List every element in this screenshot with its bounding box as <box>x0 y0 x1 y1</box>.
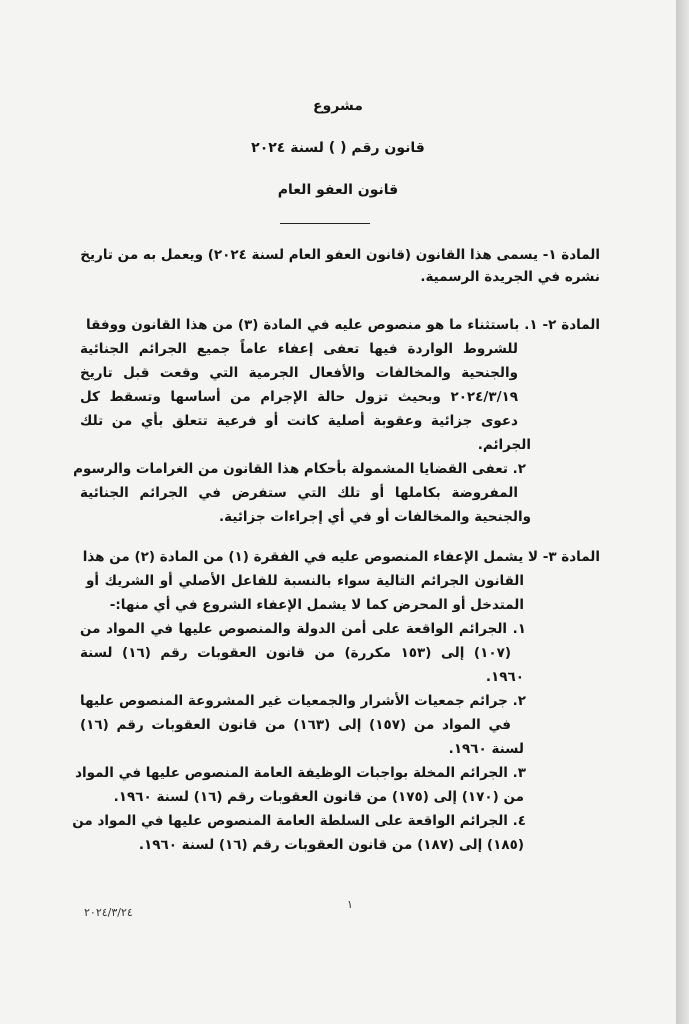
article2-line: للشروط الواردة فيها تعفى إعفاء عاماً جميع الجرائم الجنائية <box>80 341 518 357</box>
article3-line: لسنة ١٩٦٠. <box>448 741 524 757</box>
article2-line: ٢. تعفى القضايا المشمولة بأحكام هذا القانون من الغرامات والرسوم <box>73 461 526 477</box>
article3-line: ١٩٦٠. <box>485 669 524 685</box>
article2-line: دعوى جزائية وعقوبة أصلية كانت أو فرعية تتعلق بأي من تلك <box>80 413 518 429</box>
law-title: قانون العفو العام <box>277 182 399 198</box>
page-number: ١ <box>347 898 353 911</box>
article2-line: المادة ٢- ١. باستثناء ما هو منصوص عليه في المادة (٣) من هذا القانون ووفقا <box>86 317 600 333</box>
article1-line: المادة ١- يسمى هذا القانون (قانون العفو العام لسنة ٢٠٢٤) ويعمل به من تاريخ <box>80 247 600 263</box>
article3-line: المادة ٣- لا يشمل الإعفاء المنصوص عليه في الفقرة (١) من المادة (٢) من هذا <box>82 549 600 565</box>
article2-line: المفروضة بكاملها أو تلك التي ستفرض في الجرائم الجنائية <box>80 485 518 501</box>
article3-line: ٤. الجرائم الواقعة على السلطة العامة المنصوص عليها في المواد من <box>72 813 526 829</box>
article3-line: من (١٧٠) إلى (١٧٥) من قانون العقوبات رقم (١٦) لسنة ١٩٦٠. <box>113 789 524 805</box>
article2-line: والجنحية والمخالفات أو في أي إجراءات جزائية. <box>219 509 531 525</box>
law-number: قانون رقم ( ) لسنة ٢٠٢٤ <box>251 140 425 156</box>
title-divider <box>280 223 370 224</box>
article3-line: المتدخل أو المحرض كما لا يشمل الإعفاء الشروع في أي منها:- <box>109 597 524 613</box>
article2-line: ٢٠٢٤/٣/١٩ وبحيث تزول حالة الإجرام من أساسها وتسقط كل <box>80 389 518 405</box>
article1-line: نشره في الجريدة الرسمية. <box>420 269 600 285</box>
page-edge <box>676 0 689 1024</box>
document-date: ٢٠٢٤/٣/٢٤ <box>84 906 133 919</box>
article2-line: الجرائم. <box>477 437 531 453</box>
article3-line: (١٨٥) إلى (١٨٧) من قانون العقوبات رقم (١٦) لسنة ١٩٦٠. <box>138 837 524 853</box>
article3-line: في المواد من (١٥٧) إلى (١٦٣) من قانون العقوبات رقم (١٦) <box>80 717 511 733</box>
article3-line: ٢. جرائم جمعيات الأشرار والجمعيات غير المشروعة المنصوص عليها <box>80 693 526 709</box>
article2-line: والجنحية والمخالفات والأفعال الجرمية التي وقعت قبل تاريخ <box>80 365 518 381</box>
article3-line: ٣. الجرائم المخلة بواجبات الوظيفة العامة المنصوص عليها في المواد <box>75 765 526 781</box>
article3-line: (١٠٧) إلى (١٥٣ مكررة) من قانون العقوبات رقم (١٦) لسنة <box>80 645 511 661</box>
draft-label: مشروع <box>313 98 363 114</box>
article3-line: ١. الجرائم الواقعة على أمن الدولة والمنصوص عليها في المواد من <box>80 621 526 637</box>
article3-line: القانون الجرائم التالية سواء بالنسبة للفاعل الأصلي أو الشريك أو <box>86 573 524 589</box>
